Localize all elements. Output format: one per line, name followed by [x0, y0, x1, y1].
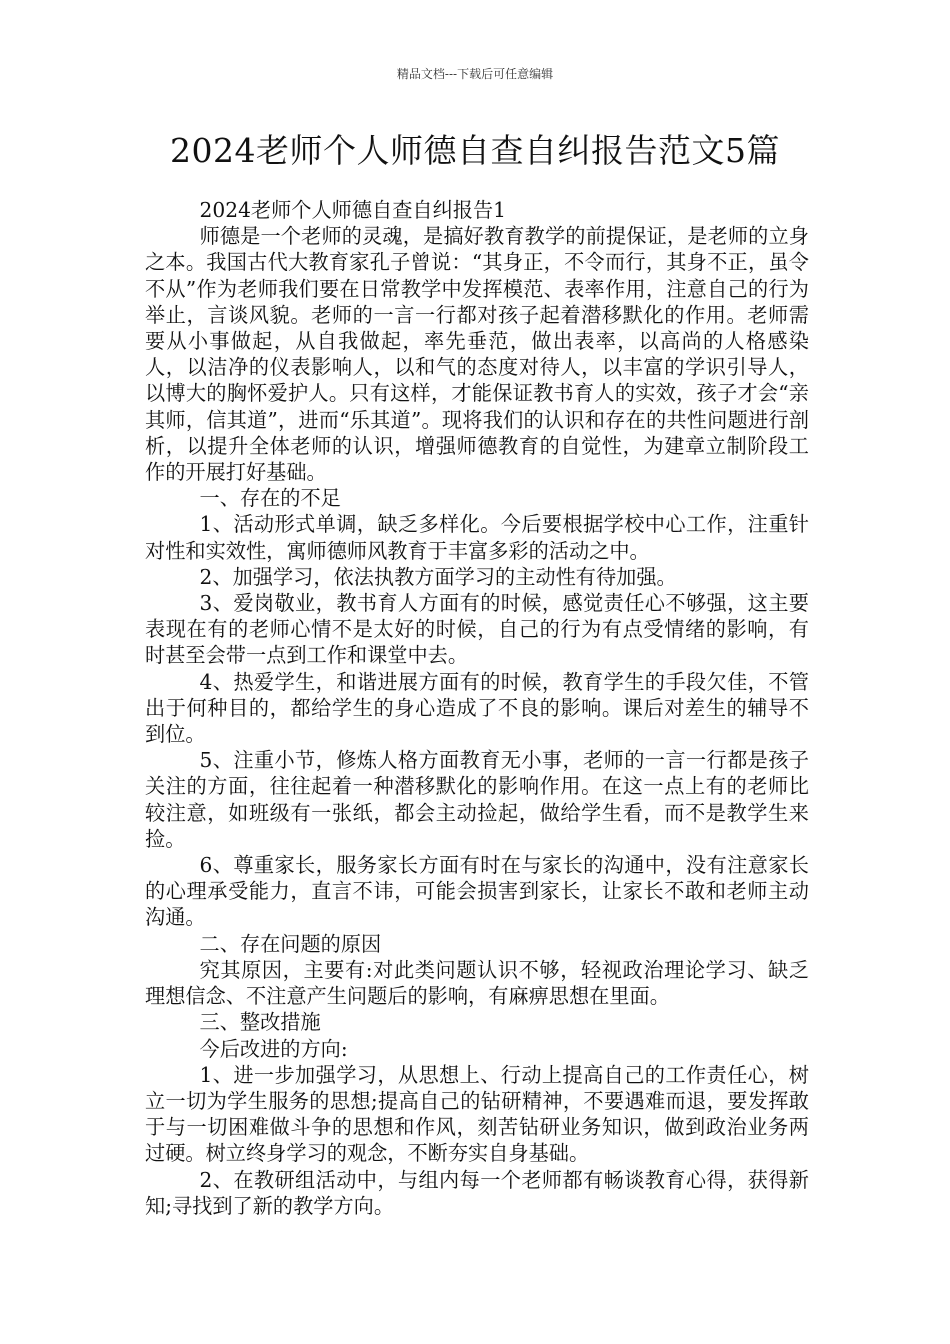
- list-item: 1、进一步加强学习，从思想上、行动上提高自己的工作责任心，树立一切为学生服务的思想;提高自己的钻研精神，不要遇难而退，要发挥敢于与一切困难做斗争的思想和作风，刻苦钻研业务知识，做到政治业务两过硬。树立终身学习的观念，不断夯实自身基础。: [145, 1062, 809, 1166]
- body-paragraph: 今后改进的方向:: [199, 1036, 348, 1061]
- body-paragraph: 究其原因，主要有:对此类问题认识不够，轻视政治理论学习、缺乏理想信念、不注意产生问题后的影响，有麻痹思想在里面。: [145, 957, 809, 1009]
- list-item: 4、热爱学生，和谐进展方面有的时候，教育学生的手段欠佳，不管出于何种目的，都给学生的身心造成了不良的影响。课后对差生的辅导不到位。: [145, 669, 809, 747]
- list-item: 2、在教研组活动中，与组内每一个老师都有畅谈教育心得，获得新知;寻找到了新的教学方向。: [145, 1167, 809, 1218]
- header-note: 精品文档---下载后可任意编辑: [396, 67, 554, 81]
- body-paragraph: 师德是一个老师的灵魂，是搞好教育教学的前提保证，是老师的立身之本。我国古代大教育家孔子曾说：“其身正，不令而行，其身不正，虽令不从”作为老师我们要在日常教学中发挥模范、表率作用，注意自己的行为举止，言谈风貌。老师的一言一行都对孩子起着潜移默化的作用。老师需要从小事做起，从自我做起，率先垂范，做出表率，以高尚的人格感染人，以洁净的仪表影响人，以和气的态度对待人，以丰富的学识引导人，以博大的胸怀爱护人。只有这样，才能保证教书育人的实效，孩子才会“亲其师，信其道”，进而“乐其道”。现将我们的认识和存在的共性问题进行剖析，以提升全体老师的认识，增强师德教育的自觉性，为建章立制阶段工作的开展打好基础。: [145, 224, 809, 485]
- list-item: 2、加强学习，依法执教方面学习的主动性有待加强。: [199, 564, 677, 589]
- document-title: 2024老师个人师德自查自纠报告范文5篇: [170, 131, 780, 170]
- list-item: 6、尊重家长，服务家长方面有时在与家长的沟通中，没有注意家长的心理承受能力，直言不讳，可能会损害到家长，让家长不敢和老师主动沟通。: [145, 853, 809, 930]
- list-item: 3、爱岗敬业，教书育人方面有的时候，感觉责任心不够强，这主要表现在有的老师心情不是太好的时候，自己的行为有点受情绪的影响，有时甚至会带一点到工作和课堂中去。: [145, 591, 809, 668]
- report-subtitle: 2024老师个人师德自查自纠报告1: [199, 198, 507, 222]
- document-body: [145, 197, 809, 1219]
- section-heading: 一、存在的不足: [199, 486, 341, 511]
- list-item: 5、注重小节，修炼人格方面教育无小事，老师的一言一行都是孩子关注的方面，往往起着一种潜移默化的影响作用。在这一点上有的老师比较注意，如班级有一张纸，都会主动捡起，做给学生看，而不是教学生来捡。: [145, 748, 809, 851]
- list-item: 1、活动形式单调，缺乏多样化。今后要根据学校中心工作，注重针对性和实效性，寓师德师风教育于丰富多彩的活动之中。: [145, 512, 809, 563]
- section-heading: 二、存在问题的原因: [199, 931, 382, 956]
- section-heading: 三、整改措施: [199, 1010, 321, 1035]
